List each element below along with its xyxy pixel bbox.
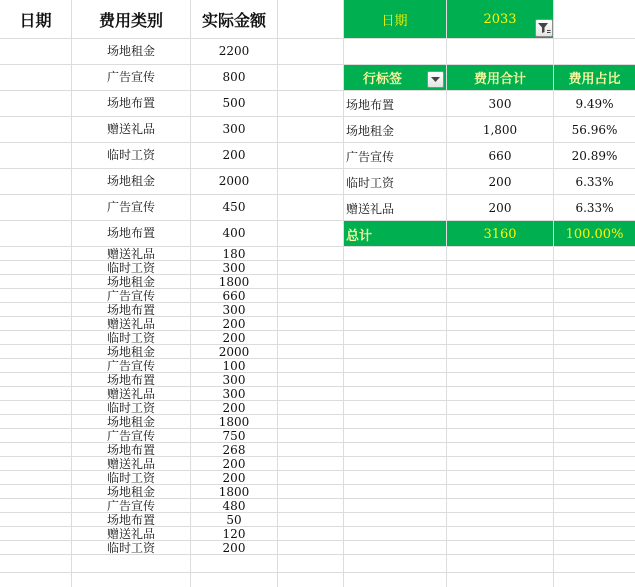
data-cell-amount[interactable]: 180 (222, 247, 246, 261)
row-gridline (0, 572, 635, 573)
data-cell-category[interactable]: 场地租金 (106, 44, 155, 58)
filter-funnel-icon[interactable] (535, 19, 553, 37)
data-cell-amount[interactable]: 2200 (218, 44, 250, 58)
data-cell-category[interactable]: 赠送礼品 (106, 387, 155, 401)
pivot-row-pct[interactable]: 56.96% (571, 123, 618, 137)
pivot-row-pct[interactable]: 6.33% (575, 175, 614, 189)
data-cell-amount[interactable]: 200 (222, 148, 246, 162)
data-cell-amount[interactable]: 200 (222, 471, 246, 485)
data-cell-amount[interactable]: 200 (222, 317, 246, 331)
pivot-header-sum[interactable]: 费用合计 (473, 71, 526, 87)
pivot-filter-label: 日期 (381, 13, 408, 29)
data-cell-amount[interactable]: 500 (222, 96, 246, 110)
data-cell-category[interactable]: 广告宣传 (106, 429, 155, 443)
data-cell-category[interactable]: 场地布置 (106, 96, 155, 110)
data-cell-amount[interactable]: 450 (222, 200, 246, 214)
data-cell-category[interactable]: 场地布置 (106, 303, 155, 317)
data-cell-amount[interactable]: 1800 (218, 485, 250, 499)
pivot-row-label[interactable]: 赠送礼品 (346, 201, 395, 216)
pivot-row-sum[interactable]: 200 (488, 175, 512, 189)
pivot-total-label[interactable]: 总计 (346, 228, 373, 244)
pivot-row-sum[interactable]: 1,800 (482, 123, 518, 137)
data-cell-category[interactable]: 赠送礼品 (106, 122, 155, 136)
pivot-total-sum[interactable]: 3160 (483, 226, 517, 242)
pivot-row-label[interactable]: 场地布置 (346, 97, 395, 112)
data-cell-amount[interactable]: 200 (222, 331, 246, 345)
data-cell-category[interactable]: 场地租金 (106, 275, 155, 289)
data-cell-category[interactable]: 临时工资 (106, 541, 155, 555)
data-cell-category[interactable]: 临时工资 (106, 261, 155, 275)
data-cell-category[interactable]: 场地租金 (106, 485, 155, 499)
data-cell-category[interactable]: 临时工资 (106, 148, 155, 162)
data-cell-category[interactable]: 赠送礼品 (106, 247, 155, 261)
data-cell-amount[interactable]: 480 (222, 499, 246, 513)
data-cell-amount[interactable]: 1800 (218, 415, 250, 429)
data-cell-category[interactable]: 临时工资 (106, 331, 155, 345)
data-cell-amount[interactable]: 300 (222, 373, 246, 387)
data-cell-amount[interactable]: 1800 (218, 275, 250, 289)
data-cell-category[interactable]: 广告宣传 (106, 359, 155, 373)
pivot-filter-value[interactable]: 2033 (483, 11, 517, 27)
pivot-header-row-label[interactable]: 行标签 (362, 71, 402, 87)
pivot-row-sum[interactable]: 200 (488, 201, 512, 215)
data-cell-category[interactable]: 赠送礼品 (106, 527, 155, 541)
data-cell-category[interactable]: 场地租金 (106, 415, 155, 429)
data-cell-amount[interactable]: 2000 (218, 174, 250, 188)
pivot-row-pct[interactable]: 6.33% (575, 201, 614, 215)
data-cell-amount[interactable]: 2000 (218, 345, 250, 359)
header-date[interactable]: 日期 (19, 10, 52, 30)
header-amount[interactable]: 实际金额 (201, 10, 266, 30)
dropdown-arrow-icon[interactable] (427, 71, 444, 88)
pivot-row-sum[interactable]: 660 (488, 149, 512, 163)
pivot-row-sum[interactable]: 300 (488, 97, 512, 111)
data-cell-amount[interactable]: 200 (222, 541, 246, 555)
data-cell-amount[interactable]: 660 (222, 289, 246, 303)
data-cell-category[interactable]: 场地布置 (106, 513, 155, 527)
data-cell-category[interactable]: 临时工资 (106, 471, 155, 485)
data-cell-category[interactable]: 广告宣传 (106, 200, 155, 214)
data-cell-category[interactable]: 场地布置 (106, 226, 155, 240)
data-cell-category[interactable]: 广告宣传 (106, 499, 155, 513)
data-cell-amount[interactable]: 800 (222, 70, 246, 84)
data-cell-amount[interactable]: 300 (222, 122, 246, 136)
pivot-header-pct[interactable]: 费用占比 (568, 71, 621, 87)
pivot-row-label[interactable]: 场地租金 (346, 123, 395, 138)
data-cell-category[interactable]: 场地布置 (106, 443, 155, 457)
pivot-total-pct[interactable]: 100.00% (565, 226, 624, 242)
pivot-row-label[interactable]: 临时工资 (346, 175, 395, 190)
data-cell-amount[interactable]: 400 (222, 226, 246, 240)
data-cell-amount[interactable]: 750 (222, 429, 246, 443)
data-cell-category[interactable]: 广告宣传 (106, 70, 155, 84)
header-category[interactable]: 费用类别 (98, 10, 163, 30)
data-cell-category[interactable]: 场地布置 (106, 373, 155, 387)
pivot-row-pct[interactable]: 20.89% (571, 149, 618, 163)
data-cell-category[interactable]: 赠送礼品 (106, 317, 155, 331)
pivot-row-pct[interactable]: 9.49% (575, 97, 614, 111)
data-cell-amount[interactable]: 100 (222, 359, 246, 373)
data-cell-category[interactable]: 赠送礼品 (106, 457, 155, 471)
data-cell-amount[interactable]: 120 (222, 527, 246, 541)
pivot-row-label[interactable]: 广告宣传 (346, 149, 395, 164)
data-cell-category[interactable]: 广告宣传 (106, 289, 155, 303)
data-cell-amount[interactable]: 300 (222, 387, 246, 401)
data-cell-category[interactable]: 临时工资 (106, 401, 155, 415)
data-cell-category[interactable]: 场地租金 (106, 345, 155, 359)
data-cell-amount[interactable]: 300 (222, 303, 246, 317)
data-cell-category[interactable]: 场地租金 (106, 174, 155, 188)
data-cell-amount[interactable]: 300 (222, 261, 246, 275)
data-cell-amount[interactable]: 268 (222, 443, 246, 457)
data-cell-amount[interactable]: 200 (222, 401, 246, 415)
data-cell-amount[interactable]: 50 (226, 513, 242, 527)
data-cell-amount[interactable]: 200 (222, 457, 246, 471)
